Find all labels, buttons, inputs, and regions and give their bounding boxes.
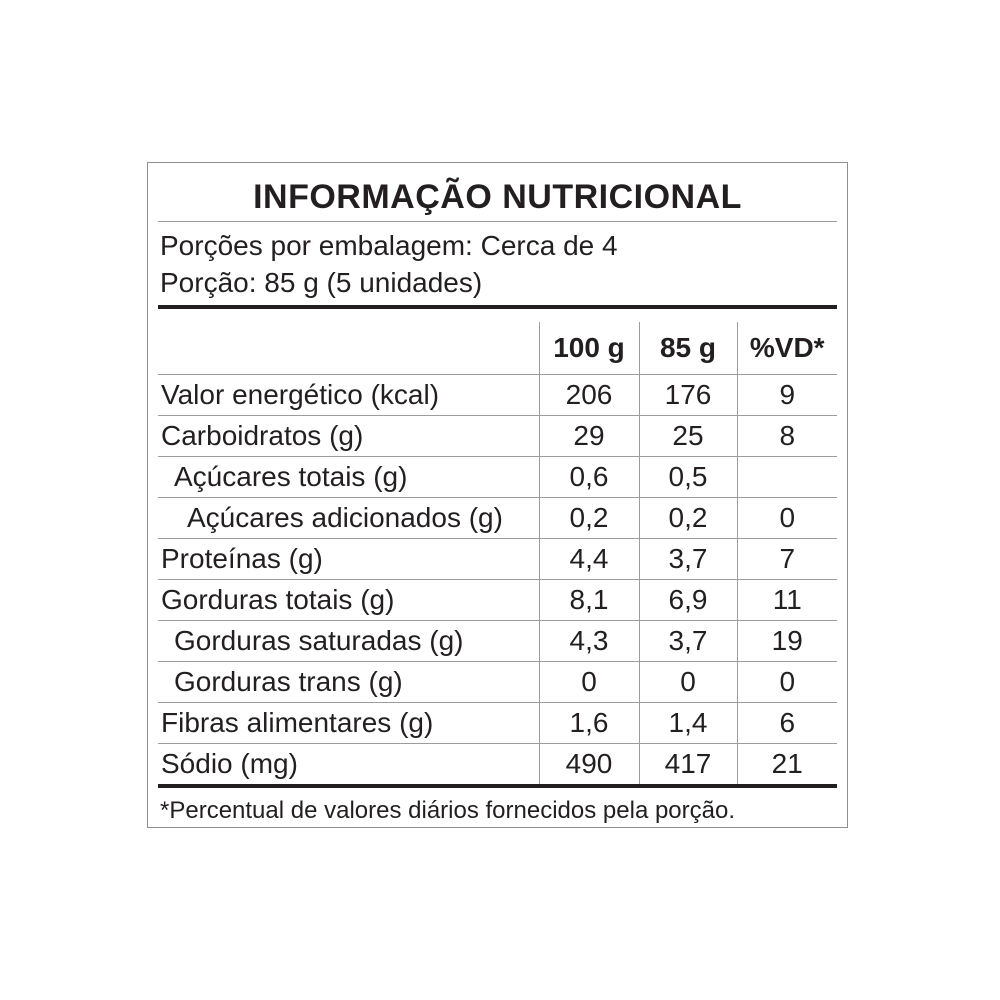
value-100g: 4,3	[539, 620, 639, 661]
value-100g: 4,4	[539, 538, 639, 579]
value-100g: 0,2	[539, 497, 639, 538]
value-100g: 8,1	[539, 579, 639, 620]
row-label: Açúcares totais (g)	[158, 456, 539, 497]
value-100g: 0	[539, 661, 639, 702]
value-vd: 9	[737, 374, 837, 415]
table-row	[158, 415, 837, 456]
row-label: Carboidratos (g)	[158, 415, 539, 456]
header-divider	[158, 305, 837, 309]
value-vd: 21	[737, 743, 837, 784]
column-header-85g: 85 g	[639, 322, 737, 374]
row-label: Gorduras saturadas (g)	[158, 620, 539, 661]
servings-per-package: Porções por embalagem: Cerca de 4	[160, 230, 618, 261]
table-row	[158, 456, 837, 497]
serving-size: Porção: 85 g (5 unidades)	[160, 267, 483, 298]
value-100g: 29	[539, 415, 639, 456]
value-85g: 3,7	[639, 538, 737, 579]
value-85g: 3,7	[639, 620, 737, 661]
value-vd: 7	[737, 538, 837, 579]
nutrition-label	[147, 162, 848, 828]
value-85g: 417	[639, 743, 737, 784]
row-label: Proteínas (g)	[158, 538, 539, 579]
column-header-100g: 100 g	[539, 322, 639, 374]
value-vd: 11	[737, 579, 837, 620]
table-row	[158, 661, 837, 702]
row-label: Sódio (mg)	[158, 743, 539, 784]
serving-info	[148, 222, 847, 305]
table-row	[158, 538, 837, 579]
value-85g: 0,2	[639, 497, 737, 538]
row-label: Gorduras trans (g)	[158, 661, 539, 702]
value-vd: 6	[737, 702, 837, 743]
value-vd: 19	[737, 620, 837, 661]
table-row	[158, 374, 837, 415]
value-85g: 0	[639, 661, 737, 702]
table-header-row	[158, 322, 837, 374]
row-label: Açúcares adicionados (g)	[158, 497, 539, 538]
table-row	[158, 620, 837, 661]
value-vd: 0	[737, 497, 837, 538]
table-row	[158, 497, 837, 538]
row-label: Fibras alimentares (g)	[158, 702, 539, 743]
value-vd: 8	[737, 415, 837, 456]
label-title: INFORMAÇÃO NUTRICIONAL	[253, 178, 742, 216]
row-label: Valor energético (kcal)	[158, 374, 539, 415]
value-100g: 1,6	[539, 702, 639, 743]
table-row	[158, 702, 837, 743]
row-label: Gorduras totais (g)	[158, 579, 539, 620]
value-vd	[737, 456, 837, 497]
nutrition-table	[158, 322, 837, 784]
value-100g: 0,6	[539, 456, 639, 497]
value-85g: 176	[639, 374, 737, 415]
table-row	[158, 743, 837, 784]
value-100g: 490	[539, 743, 639, 784]
column-header-empty	[158, 322, 539, 374]
value-85g: 0,5	[639, 456, 737, 497]
value-vd: 0	[737, 661, 837, 702]
value-85g: 6,9	[639, 579, 737, 620]
value-85g: 1,4	[639, 702, 737, 743]
daily-value-footnote: *Percentual de valores diários fornecidos pela porção.	[160, 797, 736, 824]
column-header-vd: %VD*	[737, 322, 837, 374]
value-100g: 206	[539, 374, 639, 415]
value-85g: 25	[639, 415, 737, 456]
table-row	[158, 579, 837, 620]
